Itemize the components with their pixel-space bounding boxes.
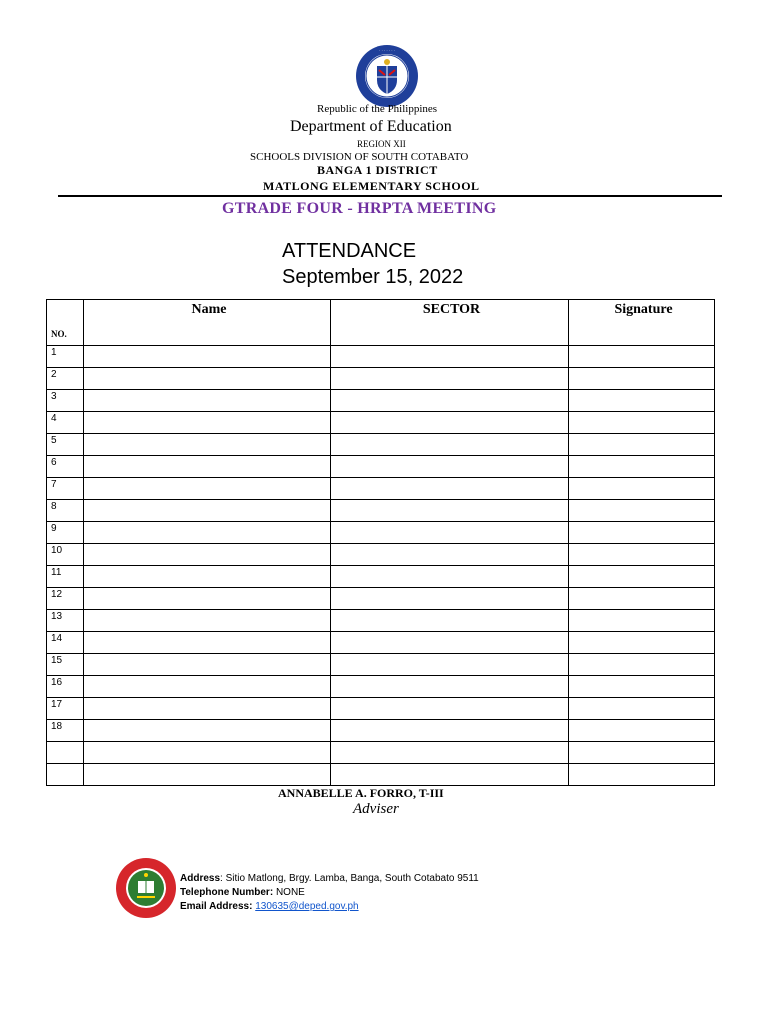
svg-text:· · · · · · ·: · · · · · · ·	[379, 48, 395, 53]
signature-cell[interactable]	[569, 632, 715, 654]
deped-seal-icon	[355, 44, 419, 108]
sector-cell[interactable]	[331, 368, 569, 390]
school-logo-icon	[115, 857, 177, 919]
row-number: 3	[47, 390, 84, 412]
table-row	[47, 654, 715, 676]
signatory-role: Adviser	[353, 801, 399, 817]
address-label: Address	[180, 873, 221, 884]
page-title: ATTENDANCE	[282, 240, 417, 262]
name-cell[interactable]	[84, 500, 331, 522]
name-cell[interactable]	[84, 478, 331, 500]
table-row	[47, 588, 715, 610]
sector-cell[interactable]	[331, 566, 569, 588]
header-divider	[58, 195, 722, 197]
table-row	[47, 346, 715, 368]
table-row	[47, 412, 715, 434]
row-number: 13	[47, 610, 84, 632]
footer-contact	[180, 872, 479, 914]
table-row	[47, 720, 715, 742]
meeting-title: GTRADE FOUR - HRPTA MEETING	[222, 200, 497, 217]
name-cell[interactable]	[84, 764, 331, 786]
signature-cell[interactable]	[569, 654, 715, 676]
sector-cell[interactable]	[331, 434, 569, 456]
division-text: SCHOOLS DIVISION OF SOUTH COTABATO	[250, 151, 469, 163]
sector-cell[interactable]	[331, 522, 569, 544]
name-cell[interactable]	[84, 544, 331, 566]
name-cell[interactable]	[84, 412, 331, 434]
row-number: 18	[47, 720, 84, 742]
signature-cell[interactable]	[569, 478, 715, 500]
sector-cell[interactable]	[331, 456, 569, 478]
row-number: 5	[47, 434, 84, 456]
table-row	[47, 500, 715, 522]
table-header-row	[47, 300, 715, 346]
name-cell[interactable]	[84, 610, 331, 632]
row-number: 17	[47, 698, 84, 720]
sector-cell[interactable]	[331, 610, 569, 632]
republic-text: Republic of the Philippines	[317, 103, 438, 115]
row-number: 10	[47, 544, 84, 566]
phone-label: Telephone Number:	[180, 887, 274, 898]
row-number: 16	[47, 676, 84, 698]
name-cell[interactable]	[84, 566, 331, 588]
address-value: Sitio Matlong, Brgy. Lamba, Banga, South Cotabato 9511	[225, 873, 479, 884]
signature-cell[interactable]	[569, 764, 715, 786]
name-cell[interactable]	[84, 676, 331, 698]
row-number: 4	[47, 412, 84, 434]
sector-cell[interactable]	[331, 544, 569, 566]
phone-value: NONE	[275, 887, 305, 898]
table-row	[47, 522, 715, 544]
footer-address-line: Address: Sitio Matlong, Brgy. Lamba, Banga, South Cotabato 9511	[180, 873, 479, 884]
name-cell[interactable]	[84, 390, 331, 412]
row-number: 7	[47, 478, 84, 500]
sector-cell[interactable]	[331, 698, 569, 720]
signature-cell[interactable]	[569, 698, 715, 720]
school-name: MATLONG ELEMENTARY SCHOOL	[263, 179, 480, 193]
row-number: 1	[47, 346, 84, 368]
name-cell[interactable]	[84, 522, 331, 544]
row-number: 14	[47, 632, 84, 654]
signature-cell[interactable]	[569, 522, 715, 544]
department-text: Department of Education	[290, 118, 452, 135]
sector-cell[interactable]	[331, 720, 569, 742]
signature-cell[interactable]	[569, 500, 715, 522]
table-row	[47, 676, 715, 698]
signatory-name: ANNABELLE A. FORRO, T-III	[278, 786, 444, 800]
row-number: 11	[47, 566, 84, 588]
signature-cell[interactable]	[569, 544, 715, 566]
district-text: BANGA 1 DISTRICT	[317, 163, 438, 177]
table-row	[47, 434, 715, 456]
sector-cell[interactable]	[331, 654, 569, 676]
sector-cell[interactable]	[331, 588, 569, 610]
sector-cell[interactable]	[331, 764, 569, 786]
table-row	[47, 742, 715, 764]
column-header-signature: Signature	[569, 300, 715, 346]
table-row	[47, 456, 715, 478]
email-link[interactable]: 130635@deped.gov.ph	[255, 901, 359, 912]
sector-cell[interactable]	[331, 632, 569, 654]
row-number: 2	[47, 368, 84, 390]
row-number	[47, 764, 84, 786]
table-row	[47, 478, 715, 500]
column-header-sector: SECTOR	[331, 300, 569, 346]
table-row	[47, 390, 715, 412]
sector-cell[interactable]	[331, 390, 569, 412]
sector-cell[interactable]	[331, 500, 569, 522]
signature-cell[interactable]	[569, 720, 715, 742]
signature-cell[interactable]	[569, 610, 715, 632]
attendance-table	[46, 299, 715, 786]
row-number: 9	[47, 522, 84, 544]
name-cell[interactable]	[84, 698, 331, 720]
table-row	[47, 544, 715, 566]
footer-email-line	[180, 900, 479, 914]
signature-cell[interactable]	[569, 412, 715, 434]
name-cell[interactable]	[84, 742, 331, 764]
signature-cell[interactable]	[569, 456, 715, 478]
sector-cell[interactable]	[331, 412, 569, 434]
table-row	[47, 764, 715, 786]
row-number: 8	[47, 500, 84, 522]
table-row	[47, 698, 715, 720]
table-row	[47, 610, 715, 632]
name-cell[interactable]	[84, 720, 331, 742]
name-cell[interactable]	[84, 632, 331, 654]
meeting-date: September 15, 2022	[282, 266, 464, 288]
sector-cell[interactable]	[331, 676, 569, 698]
signature-cell[interactable]	[569, 368, 715, 390]
signature-cell[interactable]	[569, 742, 715, 764]
table-row	[47, 632, 715, 654]
row-number: 15	[47, 654, 84, 676]
sector-cell[interactable]	[331, 346, 569, 368]
email-label: Email Address:	[180, 901, 253, 912]
column-header-no: NO.	[47, 300, 84, 346]
signature-cell[interactable]	[569, 676, 715, 698]
row-number: 12	[47, 588, 84, 610]
name-cell[interactable]	[84, 434, 331, 456]
name-cell[interactable]	[84, 346, 331, 368]
row-number	[47, 742, 84, 764]
name-cell[interactable]	[84, 368, 331, 390]
sector-cell[interactable]	[331, 478, 569, 500]
footer-phone-line	[180, 886, 479, 900]
row-number: 6	[47, 456, 84, 478]
name-cell[interactable]	[84, 456, 331, 478]
column-header-name: Name	[84, 300, 331, 346]
sector-cell[interactable]	[331, 742, 569, 764]
region-text: REGION XII	[357, 139, 406, 149]
signature-cell[interactable]	[569, 588, 715, 610]
table-row	[47, 368, 715, 390]
table-row	[47, 566, 715, 588]
signature-cell[interactable]	[569, 434, 715, 456]
signature-cell[interactable]	[569, 566, 715, 588]
name-cell[interactable]	[84, 654, 331, 676]
name-cell[interactable]	[84, 588, 331, 610]
signature-cell[interactable]	[569, 346, 715, 368]
signature-cell[interactable]	[569, 390, 715, 412]
